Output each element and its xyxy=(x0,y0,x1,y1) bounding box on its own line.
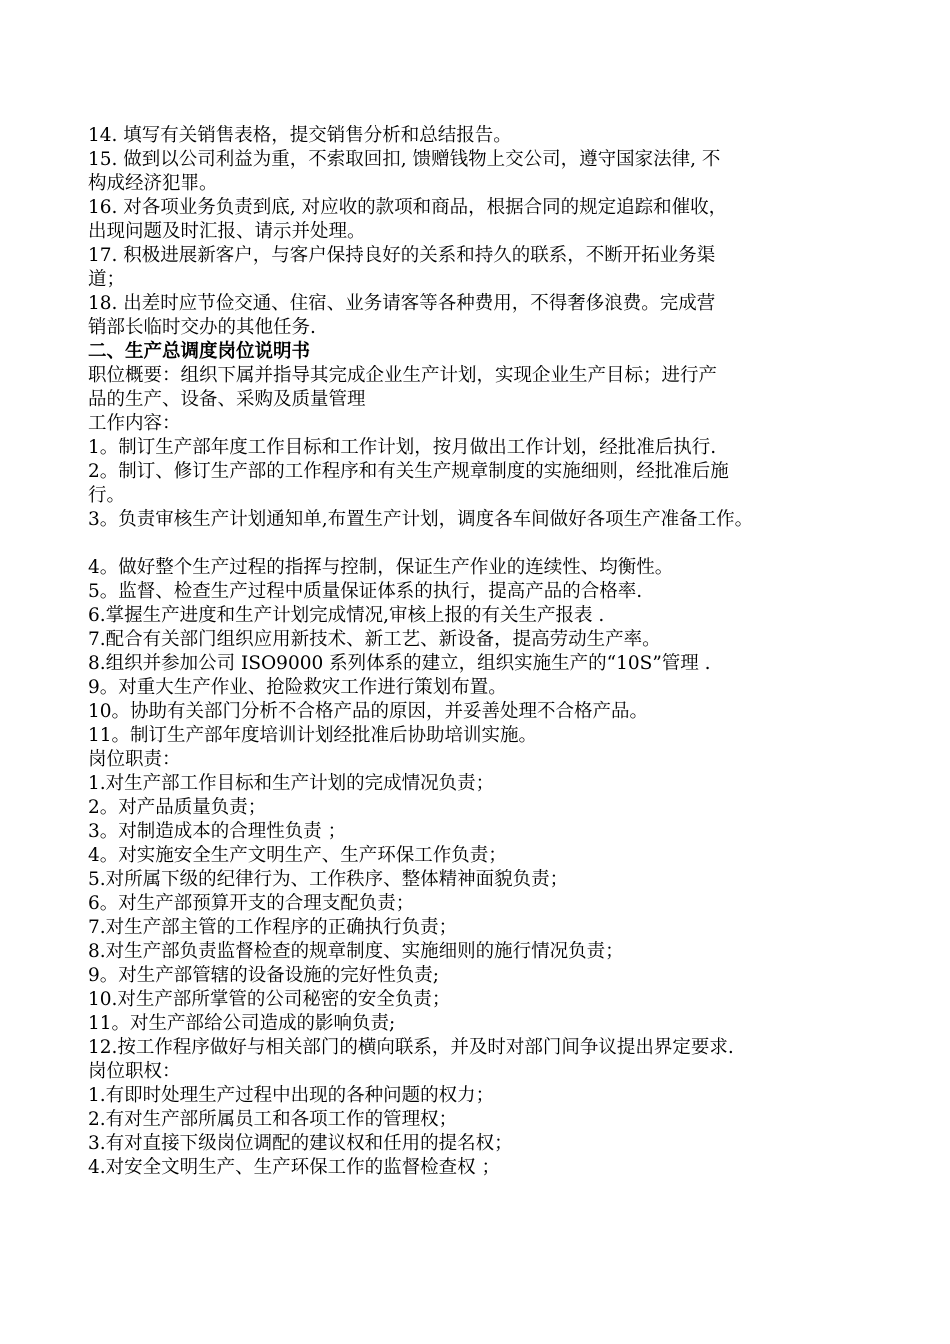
text-line: 1.对生产部工作目标和生产计划的完成情况负责； xyxy=(88,773,495,794)
text-line: 11。对生产部给公司造成的影响负责; xyxy=(88,1013,396,1034)
text-line: 8.对生产部负责监督检查的规章制度、实施细则的施行情况负责； xyxy=(88,941,624,962)
text-line: 销部长临时交办的其他任务. xyxy=(88,317,316,338)
section-heading: 二、生产总调度岗位说明书 xyxy=(88,341,311,362)
text-line: 3。负责审核生产计划通知单,布置生产计划，调度各车间做好各项生产准备工作。 xyxy=(88,509,754,530)
text-line: 道； xyxy=(88,269,126,290)
text-line: 14. 填写有关销售表格，提交销售分析和总结报告。 xyxy=(88,125,512,146)
text-line: 7.配合有关部门组织应用新技术、新工艺、新设备，提高劳动生产率。 xyxy=(88,629,661,650)
text-line: 2。对产品质量负责； xyxy=(88,797,267,818)
text-line: 9。对重大生产作业、抢险救灾工作进行策划布置。 xyxy=(88,677,507,698)
text-line: 10。协助有关部门分析不合格产品的原因，并妥善处理不合格产品。 xyxy=(88,701,649,722)
text-line: 7.对生产部主管的工作程序的正确执行负责； xyxy=(88,917,458,938)
text-line: 1。制订生产部年度工作目标和工作计划，按月做出工作计划，经批准后执行. xyxy=(88,437,717,458)
text-line: 16. 对各项业务负责到底, 对应收的款项和商品，根据合同的规定追踪和催收， xyxy=(88,197,728,218)
text-line: 12.按工作程序做好与相关部门的横向联系，并及时对部门间争议提出界定要求. xyxy=(88,1037,734,1058)
document-body xyxy=(88,124,888,1180)
text-line: 5。监督、检查生产过程中质量保证体系的执行，提高产品的合格率. xyxy=(88,581,643,602)
text-line: 5.对所属下级的纪律行为、工作秩序、整体精神面貌负责； xyxy=(88,869,569,890)
text-line: 9。对生产部管辖的设备设施的完好性负责; xyxy=(88,965,440,986)
text-line: 出现问题及时汇报、请示并处理。 xyxy=(88,221,366,242)
text-line: 4。对实施安全生产文明生产、生产环保工作负责； xyxy=(88,845,507,866)
text-line: 6.掌握生产进度和生产计划完成情况,审核上报的有关生产报表 . xyxy=(88,605,605,626)
text-line: 3.有对直接下级岗位调配的建议权和任用的提名权； xyxy=(88,1133,513,1154)
text-line: 17. 积极进展新客户，与客户保持良好的关系和持久的联系，不断开拓业务渠 xyxy=(88,245,716,266)
text-line: 10.对生产部所掌管的公司秘密的安全负责； xyxy=(88,989,451,1010)
text-line: 11。制订生产部年度培训计划经批准后协助培训实施。 xyxy=(88,725,538,746)
text-line: 1.有即时处理生产过程中出现的各种问题的权力； xyxy=(88,1085,495,1106)
text-line: 3。对制造成本的合理性负责 ； xyxy=(88,821,347,842)
text-line: 4。做好整个生产过程的指挥与控制，保证生产作业的连续性、均衡性。 xyxy=(88,557,674,578)
text-line: 岗位职权： xyxy=(88,1061,181,1082)
text-line: 品的生产、设备、采购及质量管理 xyxy=(88,389,366,410)
blank-line xyxy=(88,532,888,556)
text-line: 2.有对生产部所属员工和各项工作的管理权； xyxy=(88,1109,458,1130)
text-line: 职位概要：组织下属并指导其完成企业生产计划，实现企业生产目标；进行产 xyxy=(88,365,718,386)
text-line: 构成经济犯罪。 xyxy=(88,173,218,194)
text-line: 2。制订、修订生产部的工作程序和有关生产规章制度的实施细则，经批准后施 xyxy=(88,461,729,482)
text-line: 18. 出差时应节俭交通、住宿、业务请客等各种费用，不得奢侈浪费。完成营 xyxy=(88,293,716,314)
text-line: 4.对安全文明生产、生产环保工作的监督检查权 ； xyxy=(88,1157,501,1178)
text-line: 岗位职责： xyxy=(88,749,181,770)
text-line: 6。对生产部预算开支的合理支配负责； xyxy=(88,893,415,914)
text-line: 15. 做到以公司利益为重，不索取回扣, 馈赠钱物上交公司，遵守国家法律, 不 xyxy=(88,149,721,170)
text-line: 工作内容： xyxy=(88,413,181,434)
text-line: 8.组织并参加公司 ISO9000 系列体系的建立，组织实施生产的“10S”管理 . xyxy=(88,653,711,674)
text-line: 行。 xyxy=(88,485,126,506)
